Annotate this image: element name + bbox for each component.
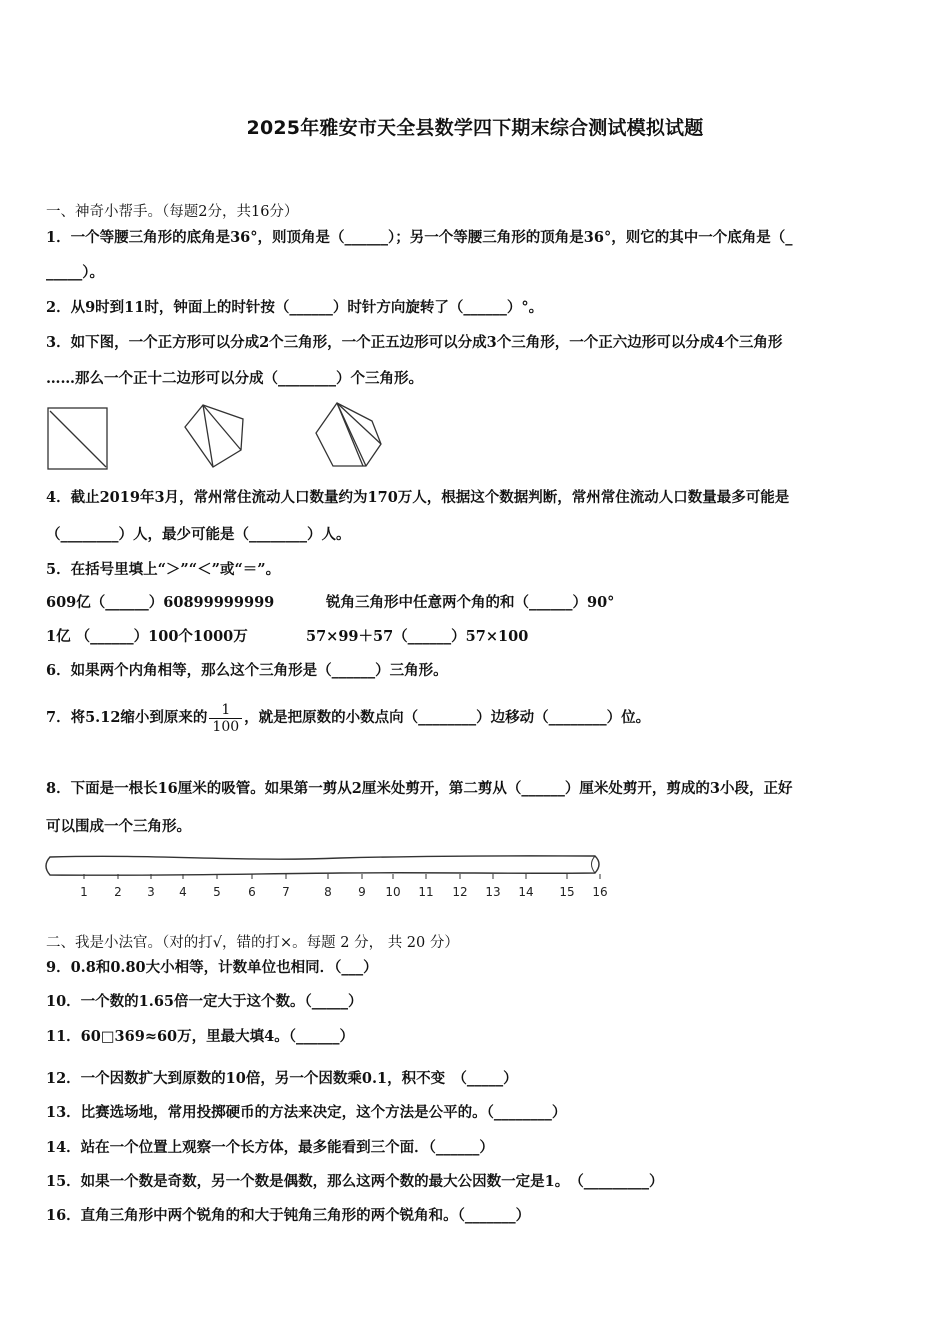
question-5-item-3: 1亿 （______）100个1000万 <box>46 628 248 645</box>
question-1-line-2: _____）。 <box>46 264 104 281</box>
square-diagonal <box>50 411 106 467</box>
fraction-denominator: 100 <box>209 718 242 735</box>
question-3-line-2: ……那么一个正十二边形可以分成（________）个三角形。 <box>46 370 423 387</box>
question-3-line-1: 3．如下图，一个正方形可以分成2个三角形，一个正五边形可以分成3个三角形，一个正六边形可以分成4个三角形 <box>46 334 783 351</box>
question-7-suffix: ，就是把原数的小数点向（________）边移动（________）位。 <box>244 709 651 726</box>
question-6: 6．如果两个内角相等，那么这个三角形是（______）三角形。 <box>46 662 448 679</box>
ruler-tick-label: 6 <box>248 885 256 899</box>
ruler-tick-label: 13 <box>485 885 501 899</box>
question-8-line-1: 8．下面是一根长16厘米的吸管。如果第一剪从2厘米处剪开，第二剪从（______）厘米处剪开，剪成的3小段，正好 <box>46 780 793 797</box>
question-9: 9．0.8和0.80大小相等，计数单位也相同．（___） <box>46 959 378 976</box>
question-7 <box>46 698 650 738</box>
ruler-tick-label: 3 <box>147 885 155 899</box>
straw-shape <box>46 856 599 875</box>
question-13: 13．比赛选场地，常用投掷硬币的方法来决定，这个方法是公平的。（________） <box>46 1104 567 1121</box>
ruler-tick-label: 16 <box>592 885 608 899</box>
question-14: 14．站在一个位置上观察一个长方体，最多能看到三个面．（______） <box>46 1139 494 1156</box>
pentagon-shape <box>185 405 243 467</box>
question-12: 12．一个因数扩大到原数的10倍，另一个因数乘0.1，积不变 （_____） <box>46 1070 518 1087</box>
polygons-figure <box>40 398 400 478</box>
question-5-item-2: 锐角三角形中任意两个角的和（______）90° <box>326 594 615 611</box>
question-11: 11．60□369≈60万，里最大填4。（______） <box>46 1028 354 1045</box>
ruler-tick-label: 14 <box>518 885 534 899</box>
fraction-numerator: 1 <box>221 701 231 718</box>
question-15: 15．如果一个数是奇数，另一个数是偶数，那么这两个数的最大公因数一定是1。 （_________） <box>46 1173 664 1190</box>
question-7-prefix: 7．将5.12缩小到原来的 <box>46 709 208 726</box>
ruler-tick-label: 2 <box>114 885 122 899</box>
section-1-heading: 一、神奇小帮手。（每题2分，共16分） <box>46 204 299 220</box>
ruler-tick-label: 7 <box>282 885 290 899</box>
fraction <box>209 702 242 735</box>
question-8-line-2: 可以围成一个三角形。 <box>46 818 191 835</box>
question-2: 2．从9时到11时，钟面上的时针按（______）时针方向旋转了（______）°。 <box>46 299 544 316</box>
section-2-heading: 二、我是小法官。（对的打√，错的打×。每题 2 分， 共 20 分） <box>46 935 459 951</box>
ruler-tick-label: 8 <box>324 885 332 899</box>
question-5-item-4: 57×99＋57（______）57×100 <box>306 628 529 645</box>
question-1-line-1: 1．一个等腰三角形的底角是36°，则顶角是（______）；另一个等腰三角形的顶角是36°，则它的其中一个底角是（_ <box>46 229 793 246</box>
ruler-tick-label: 11 <box>418 885 434 899</box>
question-5-item-1: 609亿（______）60899999999 <box>46 594 275 611</box>
question-4-line-2: （________）人，最少可能是（________）人。 <box>46 526 351 543</box>
ruler-tick-label: 9 <box>358 885 366 899</box>
ruler-tick-label: 4 <box>179 885 187 899</box>
question-10: 10．一个数的1.65倍一定大于这个数。（_____） <box>46 993 363 1010</box>
question-16: 16．直角三角形中两个锐角的和大于钝角三角形的两个锐角和。（_______） <box>46 1207 531 1224</box>
ruler-tick-label: 10 <box>385 885 401 899</box>
question-4-line-1: 4．截止2019年3月，常州常住流动人口数量约为170万人，根据这个数据判断，常州常住流动人口数量最多可能是 <box>46 489 790 506</box>
ruler-tick-label: 15 <box>559 885 575 899</box>
ruler-tick-label: 5 <box>213 885 221 899</box>
ruler-tick-label: 1 <box>80 885 88 899</box>
ruler-tick-label: 12 <box>452 885 468 899</box>
page-title: 2025年雅安市天全县数学四下期末综合测试模拟试题 <box>246 117 704 139</box>
straw-ruler-figure <box>40 848 620 908</box>
question-5: 5．在括号里填上“＞”“＜”或“＝”。 <box>46 561 281 578</box>
